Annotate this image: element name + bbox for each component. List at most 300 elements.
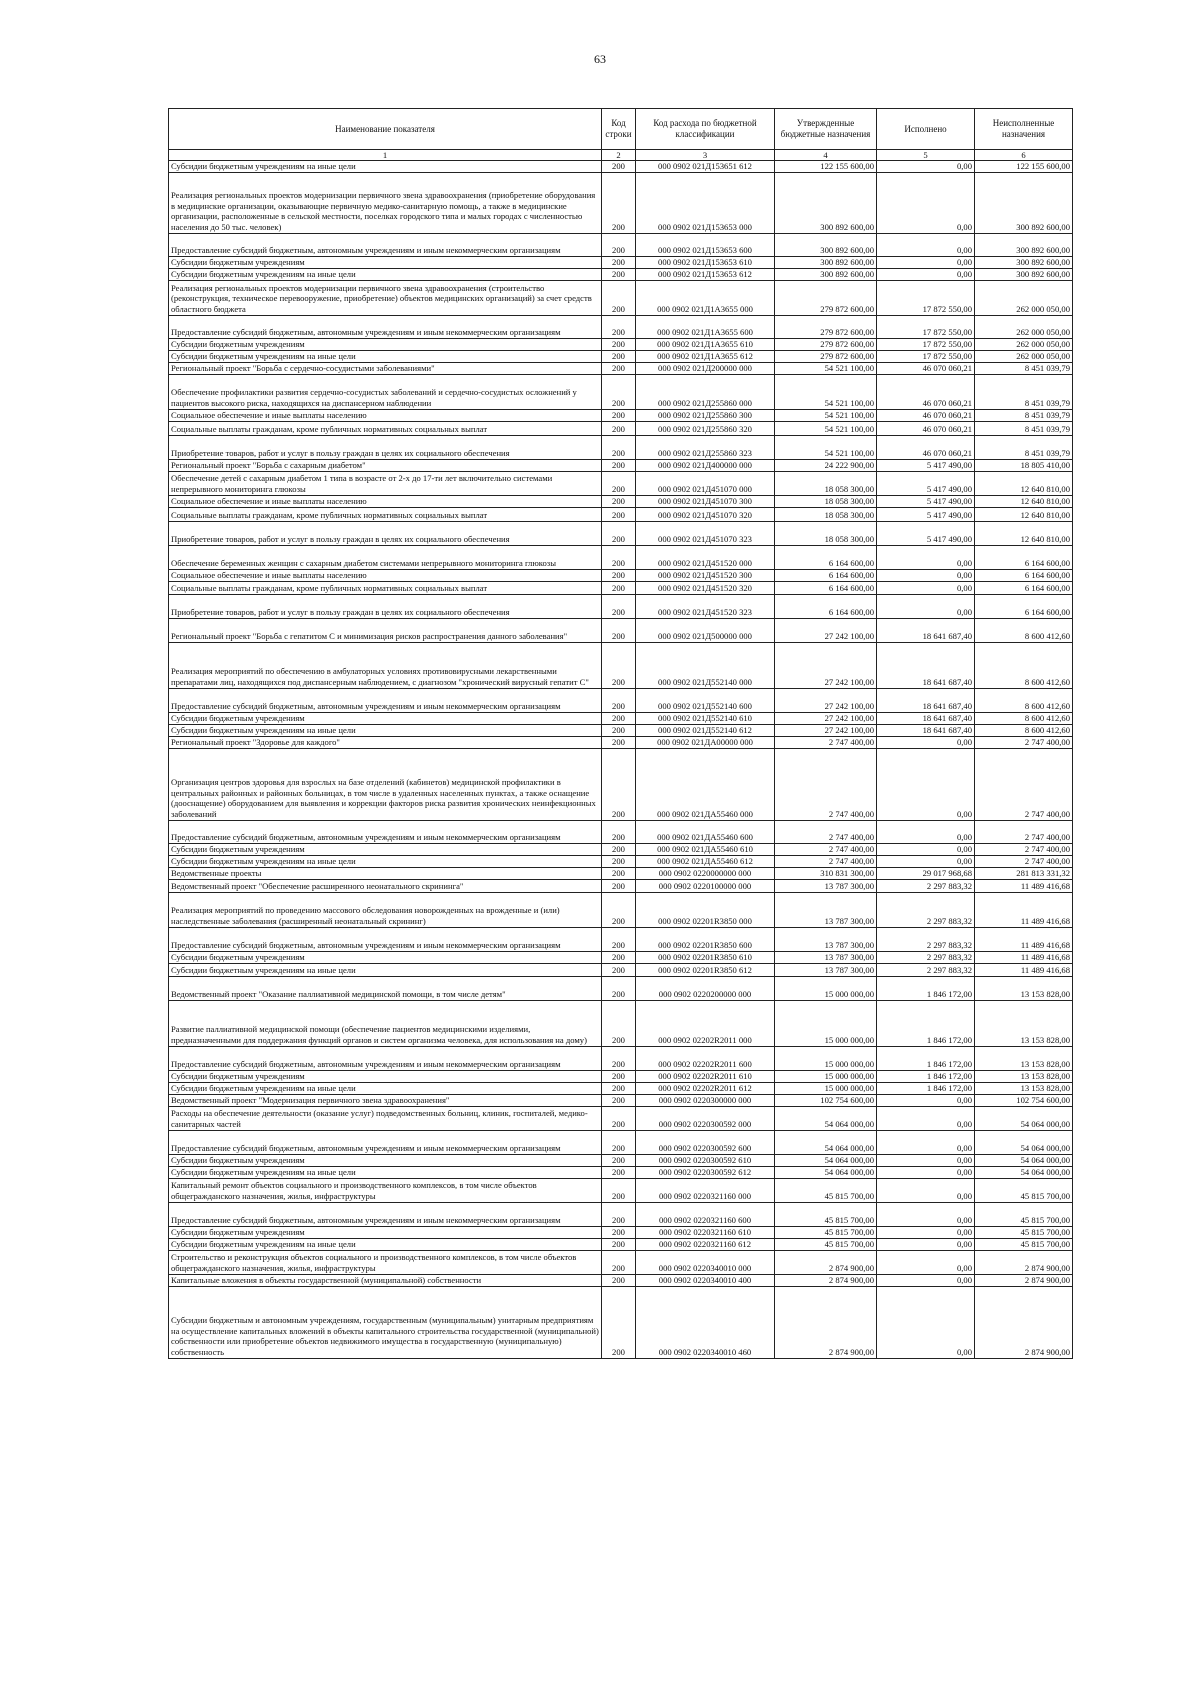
- row-budget-code-cell: 000 0902 021Д400000 000: [636, 459, 775, 471]
- row-unexecuted-cell: 300 892 600,00: [975, 233, 1073, 256]
- row-budget-code-cell: 000 0902 0220100000 000: [636, 879, 775, 892]
- row-executed-cell: 5 417 490,00: [877, 459, 975, 471]
- row-name-cell: Ведомственный проект "Оказание паллиативной медицинской помощи, в том числе детям": [169, 976, 602, 1000]
- row-line-code-cell: 200: [602, 507, 636, 521]
- row-executed-cell: 0,00: [877, 843, 975, 855]
- column-number: 5: [877, 150, 975, 161]
- column-header-name: Наименование показателя: [169, 109, 602, 150]
- row-approved-cell: 2 747 400,00: [775, 748, 877, 820]
- row-budget-code-cell: 000 0902 021Д500000 000: [636, 618, 775, 642]
- row-approved-cell: 2 874 900,00: [775, 1250, 877, 1274]
- row-executed-cell: 5 417 490,00: [877, 521, 975, 545]
- row-executed-cell: 46 070 060,21: [877, 421, 975, 435]
- row-budget-code-cell: 000 0902 021Д552140 000: [636, 642, 775, 688]
- table-row: [169, 892, 1073, 927]
- table-row: [169, 879, 1073, 892]
- row-line-code-cell: 200: [602, 350, 636, 362]
- row-unexecuted-cell: 45 815 700,00: [975, 1226, 1073, 1238]
- row-approved-cell: 27 242 100,00: [775, 724, 877, 736]
- row-line-code-cell: 200: [602, 409, 636, 421]
- table-row: [169, 724, 1073, 736]
- row-budget-code-cell: 000 0902 021ДА55460 612: [636, 855, 775, 867]
- row-executed-cell: 46 070 060,21: [877, 374, 975, 409]
- row-name-cell: Субсидии бюджетным и автономным учреждениям, государственным (муниципальным) унитарным предприятиям на осуществление капитальных вложений в объекты капитального строительства государственной (муниципальной) собственности или приобретение объектов недвижимого имущества в государственную (муниципальную) собственность: [169, 1286, 602, 1358]
- page-number: 63: [594, 52, 606, 66]
- row-approved-cell: 279 872 600,00: [775, 315, 877, 338]
- row-unexecuted-cell: 8 600 412,60: [975, 688, 1073, 712]
- row-unexecuted-cell: 2 747 400,00: [975, 855, 1073, 867]
- row-budget-code-cell: 000 0902 0220340010 460: [636, 1286, 775, 1358]
- row-executed-cell: 18 641 687,40: [877, 688, 975, 712]
- row-unexecuted-cell: 2 747 400,00: [975, 843, 1073, 855]
- row-line-code-cell: 200: [602, 1238, 636, 1250]
- row-executed-cell: 0,00: [877, 161, 975, 173]
- row-approved-cell: 13 787 300,00: [775, 951, 877, 963]
- row-budget-code-cell: 000 0902 0220321160 000: [636, 1178, 775, 1202]
- table-row: [169, 1106, 1073, 1130]
- row-budget-code-cell: 000 0902 02202R2011 600: [636, 1046, 775, 1070]
- row-unexecuted-cell: 8 451 039,79: [975, 362, 1073, 374]
- row-budget-code-cell: 000 0902 021ДА00000 000: [636, 736, 775, 748]
- row-budget-code-cell: 000 0902 0220340010 400: [636, 1274, 775, 1286]
- row-approved-cell: 27 242 100,00: [775, 688, 877, 712]
- row-line-code-cell: 200: [602, 280, 636, 315]
- row-name-cell: Субсидии бюджетным учреждениям на иные цели: [169, 963, 602, 976]
- row-line-code-cell: 200: [602, 161, 636, 173]
- row-unexecuted-cell: 300 892 600,00: [975, 268, 1073, 280]
- table-row: [169, 459, 1073, 471]
- row-approved-cell: 54 521 100,00: [775, 374, 877, 409]
- row-budget-code-cell: 000 0902 021Д153653 612: [636, 268, 775, 280]
- row-name-cell: Субсидии бюджетным учреждениям на иные цели: [169, 1082, 602, 1094]
- row-executed-cell: 0,00: [877, 1106, 975, 1130]
- row-unexecuted-cell: 2 874 900,00: [975, 1286, 1073, 1358]
- row-executed-cell: 1 846 172,00: [877, 1000, 975, 1046]
- row-executed-cell: 0,00: [877, 736, 975, 748]
- row-unexecuted-cell: 281 813 331,32: [975, 867, 1073, 879]
- row-name-cell: Строительство и реконструкция объектов социального и производственного комплексов, в том числе объектов общегражданского назначения, жилья, инфраструктуры: [169, 1250, 602, 1274]
- row-approved-cell: 300 892 600,00: [775, 268, 877, 280]
- budget-execution-table: [168, 108, 1073, 1359]
- row-approved-cell: 279 872 600,00: [775, 338, 877, 350]
- row-unexecuted-cell: 54 064 000,00: [975, 1166, 1073, 1178]
- row-line-code-cell: 200: [602, 618, 636, 642]
- table-row: [169, 1202, 1073, 1226]
- row-approved-cell: 45 815 700,00: [775, 1178, 877, 1202]
- row-name-cell: Капитальный ремонт объектов социального и производственного комплексов, в том числе объектов общегражданского назначения, жилья, инфраструктуры: [169, 1178, 602, 1202]
- row-unexecuted-cell: 13 153 828,00: [975, 1070, 1073, 1082]
- table-row: [169, 1154, 1073, 1166]
- row-name-cell: Предоставление субсидий бюджетным, автономным учреждениям и иным некоммерческим организациям: [169, 820, 602, 843]
- row-executed-cell: 17 872 550,00: [877, 350, 975, 362]
- row-executed-cell: 0,00: [877, 256, 975, 268]
- table-row: [169, 1166, 1073, 1178]
- row-budget-code-cell: 000 0902 02202R2011 000: [636, 1000, 775, 1046]
- row-line-code-cell: 200: [602, 172, 636, 233]
- row-line-code-cell: 200: [602, 1000, 636, 1046]
- row-executed-cell: 1 846 172,00: [877, 976, 975, 1000]
- table-row: [169, 1274, 1073, 1286]
- row-budget-code-cell: 000 0902 021Д451520 300: [636, 569, 775, 581]
- table-row: [169, 748, 1073, 820]
- row-unexecuted-cell: 13 153 828,00: [975, 1046, 1073, 1070]
- row-line-code-cell: 200: [602, 581, 636, 594]
- row-approved-cell: 15 000 000,00: [775, 1082, 877, 1094]
- table-row: [169, 268, 1073, 280]
- row-budget-code-cell: 000 0902 02201R3850 612: [636, 963, 775, 976]
- row-unexecuted-cell: 8 451 039,79: [975, 435, 1073, 459]
- row-budget-code-cell: 000 0902 021Д1А3655 610: [636, 338, 775, 350]
- table-row: [169, 409, 1073, 421]
- row-name-cell: Субсидии бюджетным учреждениям на иные цели: [169, 161, 602, 173]
- row-name-cell: Субсидии бюджетным учреждениям: [169, 338, 602, 350]
- row-unexecuted-cell: 12 640 810,00: [975, 521, 1073, 545]
- row-executed-cell: 0,00: [877, 545, 975, 569]
- row-line-code-cell: 200: [602, 867, 636, 879]
- row-line-code-cell: 200: [602, 748, 636, 820]
- table-row: [169, 362, 1073, 374]
- row-line-code-cell: 200: [602, 315, 636, 338]
- table-row: [169, 256, 1073, 268]
- row-approved-cell: 18 058 300,00: [775, 521, 877, 545]
- row-approved-cell: 122 155 600,00: [775, 161, 877, 173]
- row-line-code-cell: 200: [602, 545, 636, 569]
- row-executed-cell: 0,00: [877, 1286, 975, 1358]
- row-name-cell: Ведомственные проекты: [169, 867, 602, 879]
- row-unexecuted-cell: 8 451 039,79: [975, 409, 1073, 421]
- row-approved-cell: 300 892 600,00: [775, 233, 877, 256]
- table-row: [169, 712, 1073, 724]
- row-unexecuted-cell: 12 640 810,00: [975, 507, 1073, 521]
- row-line-code-cell: 200: [602, 1250, 636, 1274]
- row-approved-cell: 279 872 600,00: [775, 280, 877, 315]
- row-budget-code-cell: 000 0902 021Д1А3655 600: [636, 315, 775, 338]
- row-line-code-cell: 200: [602, 1130, 636, 1154]
- row-approved-cell: 54 064 000,00: [775, 1130, 877, 1154]
- row-line-code-cell: 200: [602, 233, 636, 256]
- row-line-code-cell: 200: [602, 879, 636, 892]
- row-executed-cell: 5 417 490,00: [877, 471, 975, 495]
- row-approved-cell: 45 815 700,00: [775, 1226, 877, 1238]
- row-name-cell: Предоставление субсидий бюджетным, автономным учреждениям и иным некоммерческим организациям: [169, 233, 602, 256]
- row-unexecuted-cell: 300 892 600,00: [975, 256, 1073, 268]
- table-row: [169, 820, 1073, 843]
- column-number: 1: [169, 150, 602, 161]
- row-budget-code-cell: 000 0902 021ДА55460 610: [636, 843, 775, 855]
- row-unexecuted-cell: 45 815 700,00: [975, 1238, 1073, 1250]
- table-row: [169, 736, 1073, 748]
- row-approved-cell: 54 521 100,00: [775, 435, 877, 459]
- row-name-cell: Реализация мероприятий по обеспечению в амбулаторных условиях противовирусными лекарственными препаратами лиц, находящихся под диспансерным наблюдением, с диагнозом "хронический вирусный гепатит С": [169, 642, 602, 688]
- row-name-cell: Предоставление субсидий бюджетным, автономным учреждениям и иным некоммерческим организациям: [169, 1130, 602, 1154]
- row-executed-cell: 0,00: [877, 1238, 975, 1250]
- row-unexecuted-cell: 12 640 810,00: [975, 471, 1073, 495]
- row-name-cell: Субсидии бюджетным учреждениям: [169, 1154, 602, 1166]
- row-line-code-cell: 200: [602, 1106, 636, 1130]
- row-unexecuted-cell: 13 153 828,00: [975, 1000, 1073, 1046]
- row-approved-cell: 18 058 300,00: [775, 495, 877, 507]
- table-row: [169, 435, 1073, 459]
- row-name-cell: Обеспечение беременных женщин с сахарным диабетом системами непрерывного мониторинга глюкозы: [169, 545, 602, 569]
- row-approved-cell: 13 787 300,00: [775, 879, 877, 892]
- row-name-cell: Субсидии бюджетным учреждениям: [169, 1226, 602, 1238]
- row-name-cell: Реализация региональных проектов модернизации первичного звена здравоохранения (строительство (реконструкция, техническое перевооружение, приобретение) объектов медицинских организаций) за счет средств областного бюджета: [169, 280, 602, 315]
- row-budget-code-cell: 000 0902 021Д153653 000: [636, 172, 775, 233]
- table-row: [169, 594, 1073, 618]
- row-executed-cell: 0,00: [877, 1250, 975, 1274]
- row-name-cell: Развитие паллиативной медицинской помощи (обеспечение пациентов медицинскими изделиями, предназначенными для поддержания функций органов и систем организма человека, для использования на дому): [169, 1000, 602, 1046]
- row-name-cell: Приобретение товаров, работ и услуг в пользу граждан в целях их социального обеспечения: [169, 521, 602, 545]
- row-budget-code-cell: 000 0902 021ДА55460 000: [636, 748, 775, 820]
- row-name-cell: Расходы на обеспечение деятельности (оказание услуг) подведомственных больниц, клиник, госпиталей, медико-санитарных частей: [169, 1106, 602, 1130]
- table-row: [169, 1082, 1073, 1094]
- row-name-cell: Субсидии бюджетным учреждениям на иные цели: [169, 724, 602, 736]
- row-unexecuted-cell: 8 600 412,60: [975, 642, 1073, 688]
- row-name-cell: Ведомственный проект "Модернизация первичного звена здравоохранения": [169, 1094, 602, 1106]
- row-name-cell: Субсидии бюджетным учреждениям: [169, 1070, 602, 1082]
- row-name-cell: Субсидии бюджетным учреждениям: [169, 256, 602, 268]
- row-name-cell: Предоставление субсидий бюджетным, автономным учреждениям и иным некоммерческим организациям: [169, 927, 602, 951]
- column-header-approved: Утвержденные бюджетные назначения: [775, 109, 877, 150]
- row-line-code-cell: 200: [602, 820, 636, 843]
- row-executed-cell: 1 846 172,00: [877, 1082, 975, 1094]
- table-row: [169, 374, 1073, 409]
- table-row: [169, 507, 1073, 521]
- row-budget-code-cell: 000 0902 0220321160 610: [636, 1226, 775, 1238]
- row-unexecuted-cell: 8 600 412,60: [975, 724, 1073, 736]
- row-executed-cell: 2 297 883,32: [877, 951, 975, 963]
- row-name-cell: Предоставление субсидий бюджетным, автономным учреждениям и иным некоммерческим организациям: [169, 1202, 602, 1226]
- row-unexecuted-cell: 122 155 600,00: [975, 161, 1073, 173]
- table-row: [169, 315, 1073, 338]
- row-line-code-cell: 200: [602, 268, 636, 280]
- row-line-code-cell: 200: [602, 1274, 636, 1286]
- row-executed-cell: 0,00: [877, 1226, 975, 1238]
- row-name-cell: Региональный проект "Борьба с гепатитом С и минимизация рисков распространения данного заболевания": [169, 618, 602, 642]
- row-approved-cell: 13 787 300,00: [775, 963, 877, 976]
- table-row: [169, 642, 1073, 688]
- row-approved-cell: 300 892 600,00: [775, 172, 877, 233]
- row-line-code-cell: 200: [602, 1070, 636, 1082]
- row-name-cell: Субсидии бюджетным учреждениям: [169, 843, 602, 855]
- row-name-cell: Социальные выплаты гражданам, кроме публичных нормативных социальных выплат: [169, 507, 602, 521]
- row-line-code-cell: 200: [602, 736, 636, 748]
- row-budget-code-cell: 000 0902 021Д200000 000: [636, 362, 775, 374]
- row-approved-cell: 54 521 100,00: [775, 409, 877, 421]
- row-budget-code-cell: 000 0902 0220300592 600: [636, 1130, 775, 1154]
- row-approved-cell: 15 000 000,00: [775, 1000, 877, 1046]
- row-executed-cell: 29 017 968,68: [877, 867, 975, 879]
- row-approved-cell: 24 222 900,00: [775, 459, 877, 471]
- row-executed-cell: 0,00: [877, 1130, 975, 1154]
- table-row: [169, 495, 1073, 507]
- row-name-cell: Социальное обеспечение и иные выплаты населению: [169, 409, 602, 421]
- table-row: [169, 581, 1073, 594]
- row-budget-code-cell: 000 0902 021ДА55460 600: [636, 820, 775, 843]
- table-row: [169, 688, 1073, 712]
- row-executed-cell: 0,00: [877, 1274, 975, 1286]
- row-name-cell: Предоставление субсидий бюджетным, автономным учреждениям и иным некоммерческим организациям: [169, 315, 602, 338]
- row-budget-code-cell: 000 0902 021Д255860 323: [636, 435, 775, 459]
- row-budget-code-cell: 000 0902 02201R3850 610: [636, 951, 775, 963]
- row-line-code-cell: 200: [602, 688, 636, 712]
- row-budget-code-cell: 000 0902 02202R2011 612: [636, 1082, 775, 1094]
- row-unexecuted-cell: 262 000 050,00: [975, 280, 1073, 315]
- row-approved-cell: 54 521 100,00: [775, 362, 877, 374]
- row-unexecuted-cell: 11 489 416,68: [975, 951, 1073, 963]
- row-line-code-cell: 200: [602, 435, 636, 459]
- row-budget-code-cell: 000 0902 021Д451520 000: [636, 545, 775, 569]
- row-unexecuted-cell: 8 451 039,79: [975, 421, 1073, 435]
- row-executed-cell: 0,00: [877, 594, 975, 618]
- row-executed-cell: 46 070 060,21: [877, 362, 975, 374]
- column-header-line-code: Код строки: [602, 109, 636, 150]
- column-header-budget-code: Код расхода по бюджетной классификации: [636, 109, 775, 150]
- row-unexecuted-cell: 300 892 600,00: [975, 172, 1073, 233]
- row-name-cell: Реализация региональных проектов модернизации первичного звена здравоохранения (приобретение оборудования в медицинские организации, оказывающие первичную медико-санитарную помощь, а также в медицинские организации, расположенные в сельской местности, поселках городского типа и малых городах с численностью населения до 50 тыс. человек): [169, 172, 602, 233]
- row-approved-cell: 27 242 100,00: [775, 642, 877, 688]
- row-name-cell: Капитальные вложения в объекты государственной (муниципальной) собственности: [169, 1274, 602, 1286]
- table-row: [169, 855, 1073, 867]
- row-line-code-cell: 200: [602, 951, 636, 963]
- row-budget-code-cell: 000 0902 021Д451070 323: [636, 521, 775, 545]
- row-unexecuted-cell: 8 600 412,60: [975, 618, 1073, 642]
- row-budget-code-cell: 000 0902 021Д451070 000: [636, 471, 775, 495]
- row-unexecuted-cell: 45 815 700,00: [975, 1178, 1073, 1202]
- column-number: 3: [636, 150, 775, 161]
- row-unexecuted-cell: 11 489 416,68: [975, 963, 1073, 976]
- row-approved-cell: 2 874 900,00: [775, 1286, 877, 1358]
- column-number: 4: [775, 150, 877, 161]
- row-name-cell: Социальное обеспечение и иные выплаты населению: [169, 569, 602, 581]
- row-unexecuted-cell: 2 874 900,00: [975, 1250, 1073, 1274]
- row-name-cell: Ведомственный проект "Обеспечение расширенного неонатального скрининга": [169, 879, 602, 892]
- table-row: [169, 545, 1073, 569]
- row-budget-code-cell: 000 0902 0220200000 000: [636, 976, 775, 1000]
- row-budget-code-cell: 000 0902 02201R3850 000: [636, 892, 775, 927]
- row-unexecuted-cell: 6 164 600,00: [975, 569, 1073, 581]
- row-line-code-cell: 200: [602, 1286, 636, 1358]
- row-approved-cell: 102 754 600,00: [775, 1094, 877, 1106]
- table-row: [169, 1070, 1073, 1082]
- table-body: [169, 161, 1073, 1359]
- row-approved-cell: 18 058 300,00: [775, 507, 877, 521]
- row-unexecuted-cell: 18 805 410,00: [975, 459, 1073, 471]
- row-budget-code-cell: 000 0902 021Д552140 612: [636, 724, 775, 736]
- table-row: [169, 421, 1073, 435]
- table-row: [169, 1130, 1073, 1154]
- row-name-cell: Предоставление субсидий бюджетным, автономным учреждениям и иным некоммерческим организациям: [169, 1046, 602, 1070]
- row-unexecuted-cell: 262 000 050,00: [975, 338, 1073, 350]
- table-row: [169, 1178, 1073, 1202]
- row-unexecuted-cell: 54 064 000,00: [975, 1130, 1073, 1154]
- row-name-cell: Субсидии бюджетным учреждениям на иные цели: [169, 1238, 602, 1250]
- row-executed-cell: 0,00: [877, 569, 975, 581]
- row-budget-code-cell: 000 0902 021Д451070 320: [636, 507, 775, 521]
- row-unexecuted-cell: 45 815 700,00: [975, 1202, 1073, 1226]
- row-line-code-cell: 200: [602, 976, 636, 1000]
- row-approved-cell: 15 000 000,00: [775, 976, 877, 1000]
- column-header-unexecuted: Неисполненные назначения: [975, 109, 1073, 150]
- row-name-cell: Предоставление субсидий бюджетным, автономным учреждениям и иным некоммерческим организациям: [169, 688, 602, 712]
- row-budget-code-cell: 000 0902 0220321160 600: [636, 1202, 775, 1226]
- row-unexecuted-cell: 2 747 400,00: [975, 748, 1073, 820]
- table-row: [169, 338, 1073, 350]
- row-executed-cell: 18 641 687,40: [877, 642, 975, 688]
- row-unexecuted-cell: 6 164 600,00: [975, 581, 1073, 594]
- table-row: [169, 350, 1073, 362]
- row-approved-cell: 18 058 300,00: [775, 471, 877, 495]
- row-executed-cell: 0,00: [877, 172, 975, 233]
- table-row: [169, 569, 1073, 581]
- row-approved-cell: 45 815 700,00: [775, 1202, 877, 1226]
- row-unexecuted-cell: 12 640 810,00: [975, 495, 1073, 507]
- table-row: [169, 1000, 1073, 1046]
- row-budget-code-cell: 000 0902 02201R3850 600: [636, 927, 775, 951]
- row-unexecuted-cell: 11 489 416,68: [975, 892, 1073, 927]
- table-row: [169, 1046, 1073, 1070]
- row-executed-cell: 0,00: [877, 1094, 975, 1106]
- row-executed-cell: 46 070 060,21: [877, 409, 975, 421]
- row-unexecuted-cell: 54 064 000,00: [975, 1106, 1073, 1130]
- table-row: [169, 927, 1073, 951]
- row-unexecuted-cell: 2 874 900,00: [975, 1274, 1073, 1286]
- row-approved-cell: 2 747 400,00: [775, 843, 877, 855]
- row-executed-cell: 46 070 060,21: [877, 435, 975, 459]
- row-budget-code-cell: 000 0902 021Д153653 600: [636, 233, 775, 256]
- row-line-code-cell: 200: [602, 1082, 636, 1094]
- row-budget-code-cell: 000 0902 02202R2011 610: [636, 1070, 775, 1082]
- row-line-code-cell: 200: [602, 1046, 636, 1070]
- row-unexecuted-cell: 262 000 050,00: [975, 350, 1073, 362]
- row-approved-cell: 54 064 000,00: [775, 1154, 877, 1166]
- row-approved-cell: 2 747 400,00: [775, 820, 877, 843]
- row-name-cell: Приобретение товаров, работ и услуг в пользу граждан в целях их социального обеспечения: [169, 594, 602, 618]
- row-approved-cell: 54 064 000,00: [775, 1166, 877, 1178]
- row-name-cell: Обеспечение профилактики развития сердечно-сосудистых заболеваний и сердечно-сосудистых осложнений у пациентов высокого риска, находящихся на диспансерном наблюдении: [169, 374, 602, 409]
- row-approved-cell: 2 747 400,00: [775, 736, 877, 748]
- row-approved-cell: 2 747 400,00: [775, 855, 877, 867]
- row-line-code-cell: 200: [602, 374, 636, 409]
- row-line-code-cell: 200: [602, 1094, 636, 1106]
- row-executed-cell: 0,00: [877, 1154, 975, 1166]
- row-approved-cell: 6 164 600,00: [775, 581, 877, 594]
- row-executed-cell: 18 641 687,40: [877, 618, 975, 642]
- row-executed-cell: 2 297 883,32: [877, 963, 975, 976]
- table-row: [169, 1226, 1073, 1238]
- row-approved-cell: 310 831 300,00: [775, 867, 877, 879]
- row-executed-cell: 0,00: [877, 268, 975, 280]
- table-row: [169, 280, 1073, 315]
- row-name-cell: Социальное обеспечение и иные выплаты населению: [169, 495, 602, 507]
- table-row: [169, 963, 1073, 976]
- row-approved-cell: 15 000 000,00: [775, 1046, 877, 1070]
- column-number-row: [169, 150, 1073, 161]
- row-approved-cell: 27 242 100,00: [775, 618, 877, 642]
- row-line-code-cell: 200: [602, 256, 636, 268]
- row-budget-code-cell: 000 0902 0220340010 000: [636, 1250, 775, 1274]
- row-unexecuted-cell: 102 754 600,00: [975, 1094, 1073, 1106]
- row-name-cell: Реализация мероприятий по проведению массового обследования новорожденных на врожденные и (или) наследственные заболевания (расширенный неонатальный скрининг): [169, 892, 602, 927]
- row-name-cell: Субсидии бюджетным учреждениям на иные цели: [169, 268, 602, 280]
- row-line-code-cell: 200: [602, 1166, 636, 1178]
- row-unexecuted-cell: 2 747 400,00: [975, 820, 1073, 843]
- row-executed-cell: 2 297 883,32: [877, 927, 975, 951]
- row-name-cell: Региональный проект "Борьба с сахарным диабетом": [169, 459, 602, 471]
- table-row: [169, 1094, 1073, 1106]
- row-executed-cell: 0,00: [877, 1202, 975, 1226]
- row-line-code-cell: 200: [602, 1226, 636, 1238]
